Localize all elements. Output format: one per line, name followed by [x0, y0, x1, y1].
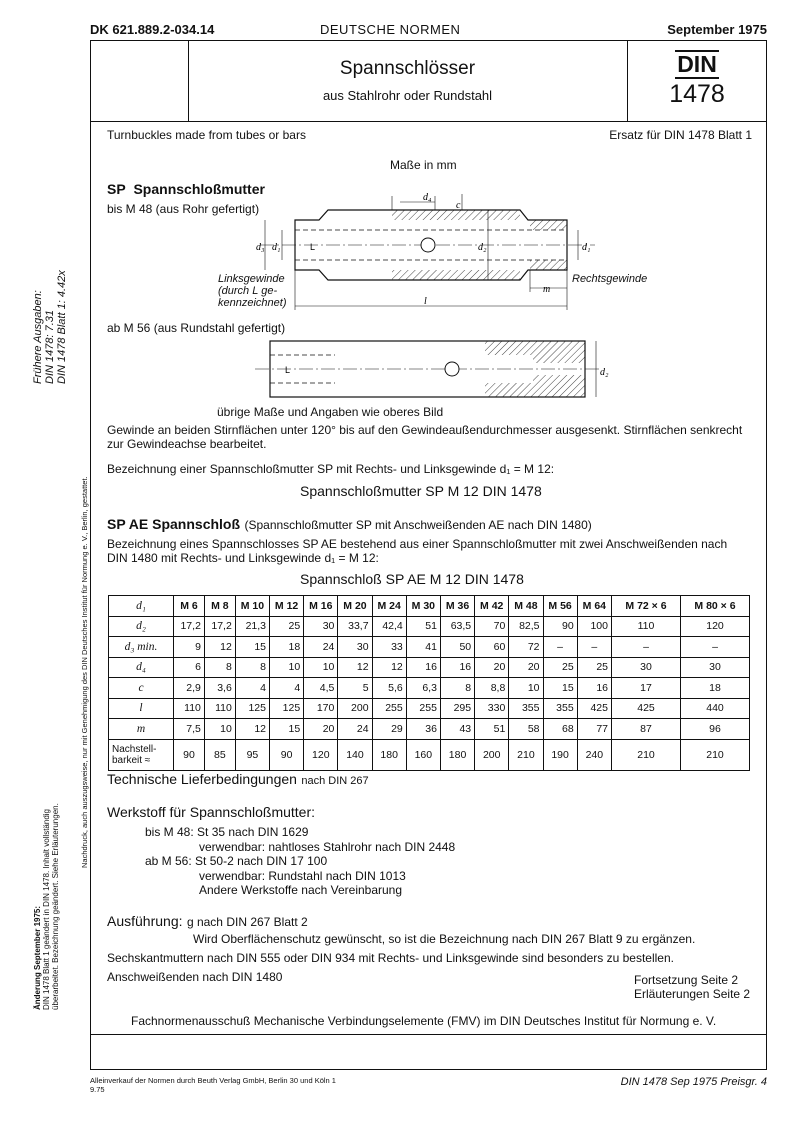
sp-heading: SP Spannschloßmutter — [107, 181, 265, 197]
table-cell: 355 — [543, 698, 577, 719]
row-label: l — [109, 698, 174, 719]
other-dims-note: übrige Maße und Angaben wie oberes Bild — [217, 405, 444, 419]
table-cell: 70 — [475, 616, 509, 637]
ausfuehrung-line1: Wird Oberflächenschutz gewünscht, so ist die Bezeichnung nach DIN 267 Blatt 9 zu ergänzen. — [193, 932, 696, 946]
row-label: m — [109, 719, 174, 740]
table-cell: 295 — [440, 698, 474, 719]
header-center: DEUTSCHE NORMEN — [320, 22, 461, 37]
table-cell: 4,5 — [304, 678, 338, 699]
din-label: DIN — [677, 51, 717, 77]
table-cell: 2,9 — [174, 678, 205, 699]
footer-left: Alleinverkauf der Normen durch Beuth Verlag GmbH, Berlin 30 und Köln 1 9.75 — [90, 1076, 336, 1094]
table-header-label: d₁ — [109, 596, 174, 617]
table-cell: 43 — [440, 719, 474, 740]
side-earlier-editions: Frühere Ausgaben: DIN 1478: 7.31 DIN 1478 Blatt 1: 4.42x — [32, 270, 68, 384]
table-cell: 425 — [612, 698, 681, 719]
table-cell: 51 — [406, 616, 440, 637]
nach-label-line1: Nachstell- — [112, 743, 157, 755]
table-cell: 24 — [304, 637, 338, 658]
table-cell: 51 — [475, 719, 509, 740]
werkstoff-heading: Werkstoff für Spannschloßmutter: — [107, 804, 316, 820]
table-cell: 425 — [577, 698, 611, 719]
table-cell: 12 — [235, 719, 269, 740]
table-cell: 110 — [204, 698, 235, 719]
table-cell: 210 — [612, 739, 681, 770]
table-cell: 440 — [681, 698, 750, 719]
table-cell: 36 — [406, 719, 440, 740]
table-cell: 140 — [338, 739, 372, 770]
table-cell: 17,2 — [204, 616, 235, 637]
table-cell: 18 — [681, 678, 750, 699]
size-header-cell: M 72 × 6 — [612, 596, 681, 617]
size-header-cell: M 8 — [204, 596, 235, 617]
row-label: d₂ — [109, 616, 174, 637]
table-cell: 20 — [304, 719, 338, 740]
table-cell: 240 — [577, 739, 611, 770]
rechts-note: Rechtsgewinde — [572, 273, 648, 285]
table-cell: 3,6 — [204, 678, 235, 699]
dk-number: DK 621.889.2-034.14 — [90, 22, 215, 37]
table-cell: 120 — [304, 739, 338, 770]
bar-cross-hole — [445, 362, 459, 376]
sp-example: Spannschloßmutter SP M 12 DIN 1478 — [300, 483, 542, 499]
table-cell: 6,3 — [406, 678, 440, 699]
size-header-cell: M 16 — [304, 596, 338, 617]
size-header-cell: M 64 — [577, 596, 611, 617]
side-reprint-note: Nachdruck, auch auszugsweise, nur mit Genehmigung des DIN Deutsches Institut für Normung e. V., Berlin, gestattet. — [80, 476, 89, 868]
table-cell: 16 — [406, 657, 440, 678]
table-cell: 110 — [174, 698, 205, 719]
row-label — [109, 739, 174, 770]
size-header-cell: M 30 — [406, 596, 440, 617]
size-header-cell: M 6 — [174, 596, 205, 617]
table-row-nachstellbarkeit — [109, 739, 750, 770]
ausfuehrung-heading: Ausführung: g nach DIN 267 Blatt 2 — [107, 913, 308, 929]
table-cell: 60 — [475, 637, 509, 658]
ausfuehrung-line2: Sechskantmuttern nach DIN 555 oder DIN 934 mit Rechts- und Linksgewinde sind besonders zu bestellen. — [107, 951, 674, 965]
table-cell: 33,7 — [338, 616, 372, 637]
din-number: 1478 — [669, 80, 725, 108]
table-cell: 25 — [543, 657, 577, 678]
table-cell: 210 — [509, 739, 543, 770]
table-cell: 30 — [338, 637, 372, 658]
table-cell: 17,2 — [174, 616, 205, 637]
d3-label: d₃ — [256, 242, 265, 253]
table-cell: 30 — [681, 657, 750, 678]
size-header-cell: M 48 — [509, 596, 543, 617]
d1-label-right: d₁ — [582, 242, 591, 253]
table-cell: 190 — [543, 739, 577, 770]
footer-rule — [90, 1034, 767, 1035]
table-cell: 16 — [440, 657, 474, 678]
bar-thread-hatch-bottom — [533, 375, 585, 383]
page-subtitle: aus Stahlrohr oder Rundstahl — [322, 88, 493, 103]
table-cell: 5,6 — [372, 678, 406, 699]
row-label: c — [109, 678, 174, 699]
table-cell: 63,5 — [440, 616, 474, 637]
table-cell: 4 — [270, 678, 304, 699]
size-header-cell: M 10 — [235, 596, 269, 617]
spae-paragraph: Bezeichnung eines Spannschlosses SP AE bestehend aus einer Spannschloßmutter mit zwei Anschweißenden nach DIN 1480 mit Rechts- und Linksgewinde d₁ = M 12: — [107, 537, 728, 565]
bar-left-thread-mark: L — [285, 365, 291, 375]
table-cell: 29 — [372, 719, 406, 740]
table-cell: 355 — [509, 698, 543, 719]
table-cell: 8 — [440, 678, 474, 699]
table-cell: 5 — [338, 678, 372, 699]
table-cell: 110 — [612, 616, 681, 637]
bar-hatch-top — [485, 341, 585, 355]
table-row — [109, 698, 750, 719]
d2-label: d₂ — [478, 242, 487, 253]
table-cell: 7,5 — [174, 719, 205, 740]
table-cell: 9 — [174, 637, 205, 658]
table-cell: 210 — [681, 739, 750, 770]
table-row — [109, 678, 750, 699]
table-cell: 8,8 — [475, 678, 509, 699]
table-cell: 82,5 — [509, 616, 543, 637]
table-cell: 18 — [270, 637, 304, 658]
side-change-note: Änderung September 1975: DIN 1478 Blatt 1 geändert in DIN 1478. Inhalt vollständig überarbeitet. Bezeichnung geändert. Siehe Erläuterungen. — [33, 803, 60, 1010]
table-cell: 330 — [475, 698, 509, 719]
table-cell: 25 — [270, 616, 304, 637]
table-cell: 200 — [338, 698, 372, 719]
nach-label-line2: barkeit ≈ — [112, 754, 151, 766]
table-cell: 8 — [235, 657, 269, 678]
table-cell: 15 — [270, 719, 304, 740]
tech-heading: Technische Lieferbedingungen nach DIN 267 — [107, 771, 369, 787]
table-cell: 30 — [304, 616, 338, 637]
table-cell: 21,3 — [235, 616, 269, 637]
table-cell: 4 — [235, 678, 269, 699]
table-cell: 77 — [577, 719, 611, 740]
table-cell: 15 — [543, 678, 577, 699]
table-cell: 17 — [612, 678, 681, 699]
table-row — [109, 616, 750, 637]
bar-d2-label: d₂ — [600, 367, 609, 378]
table-cell: 6 — [174, 657, 205, 678]
table-cell: 58 — [509, 719, 543, 740]
table-cell: 50 — [440, 637, 474, 658]
table-cell: 10 — [509, 678, 543, 699]
table-cell: 255 — [406, 698, 440, 719]
table-cell: 200 — [475, 739, 509, 770]
spae-example: Spannschloß SP AE M 12 DIN 1478 — [300, 571, 524, 587]
turnbuckle-bar-drawing — [255, 333, 615, 405]
units-note: Maße in mm — [390, 158, 457, 172]
table-cell: 120 — [681, 616, 750, 637]
thread-hatch-bottom — [530, 260, 567, 270]
table-cell: 24 — [338, 719, 372, 740]
header-date: September 1975 — [667, 22, 767, 37]
title-divider-left — [188, 40, 189, 122]
l-label: l — [424, 296, 427, 307]
m-label: m — [543, 284, 551, 295]
table-cell: 90 — [543, 616, 577, 637]
table-cell: 16 — [577, 678, 611, 699]
table-cell: 85 — [204, 739, 235, 770]
d1-label-left: d₁ — [272, 242, 281, 253]
thread-hatch-top — [530, 220, 567, 230]
table-cell: 15 — [235, 637, 269, 658]
table-row — [109, 637, 750, 658]
d4-label: d₄ — [423, 192, 432, 203]
table-cell: – — [612, 637, 681, 658]
size-header-cell: M 24 — [372, 596, 406, 617]
table-cell: 95 — [235, 739, 269, 770]
size-header-cell: M 56 — [543, 596, 577, 617]
table-cell: 8 — [204, 657, 235, 678]
table-cell: 125 — [235, 698, 269, 719]
table-cell: 90 — [270, 739, 304, 770]
sp-designation-text: Bezeichnung einer Spannschloßmutter SP mit Rechts- und Linksgewinde d₁ = M 12: — [107, 462, 555, 476]
ausfuehrung-line3: Anschweißenden nach DIN 1480 — [107, 970, 283, 984]
table-cell: 170 — [304, 698, 338, 719]
size-header-cell: M 20 — [338, 596, 372, 617]
english-title: Turnbuckles made from tubes or bars — [107, 128, 306, 142]
table-cell: – — [577, 637, 611, 658]
committee-line: Fachnormenausschuß Mechanische Verbindungselemente (FMV) im DIN Deutsches Institut für Normung e. V. — [131, 1014, 717, 1028]
bar-hatch-bottom — [485, 383, 585, 397]
table-cell: 12 — [372, 657, 406, 678]
table-cell: 100 — [577, 616, 611, 637]
table-cell: 160 — [406, 739, 440, 770]
table-cell: – — [681, 637, 750, 658]
row-label: d₃ min. — [109, 637, 174, 658]
table-row — [109, 719, 750, 740]
table-cell: 20 — [509, 657, 543, 678]
table-cell: 255 — [372, 698, 406, 719]
replaces-note: Ersatz für DIN 1478 Blatt 1 — [609, 128, 752, 142]
table-cell: 96 — [681, 719, 750, 740]
c-label: c — [456, 200, 461, 211]
table-cell: 41 — [406, 637, 440, 658]
dimension-table — [108, 595, 750, 771]
bar-thread-hatch-top — [533, 355, 585, 363]
table-cell: 180 — [372, 739, 406, 770]
footer-right: DIN 1478 Sep 1975 Preisgr. 4 — [620, 1076, 767, 1088]
size-header-cell: M 80 × 6 — [681, 596, 750, 617]
table-header-row — [109, 596, 750, 617]
sp-from-text: ab M 56 (aus Rundstahl gefertigt) — [107, 321, 286, 335]
table-cell: 20 — [475, 657, 509, 678]
continuation-note: Fortsetzung Seite 2 Erläuterungen Seite 2 — [634, 973, 751, 1001]
table-cell: 68 — [543, 719, 577, 740]
page-title: Spannschlösser — [339, 58, 476, 79]
table-cell: 42,4 — [372, 616, 406, 637]
table-cell: 25 — [577, 657, 611, 678]
table-cell: 10 — [270, 657, 304, 678]
row-label: d₄ — [109, 657, 174, 678]
cross-hole — [421, 238, 435, 252]
table-cell: 30 — [612, 657, 681, 678]
table-cell: 33 — [372, 637, 406, 658]
title-bottom-rule — [90, 121, 767, 122]
table-row — [109, 657, 750, 678]
left-thread-mark: L — [310, 242, 316, 252]
size-header-cell: M 36 — [440, 596, 474, 617]
gewinde-paragraph: Gewinde an beiden Stirnflächen unter 120° bis auf den Gewindeaußendurchmesser ausgesenkt. Stirnflächen senkrecht zur Gewindeachse bearbeitet. — [107, 423, 743, 451]
table-cell: 72 — [509, 637, 543, 658]
sp-upto-text: bis M 48 (aus Rohr gefertigt) — [107, 202, 260, 216]
table-cell: 12 — [338, 657, 372, 678]
table-cell: 12 — [204, 637, 235, 658]
size-header-cell: M 42 — [475, 596, 509, 617]
wall-hatch-bottom — [392, 270, 520, 280]
table-cell: 90 — [174, 739, 205, 770]
table-cell: 180 — [440, 739, 474, 770]
table-cell: 87 — [612, 719, 681, 740]
werkstoff-list: bis M 48: St 35 nach DIN 1629 verwendbar: nahtloses Stahlrohr nach DIN 2448 ab M 56: St 50-2 nach DIN 17 100 verwendbar: Rundstahl nach DIN 1013 Andere Werkstoffe nach Vereinbarung — [145, 825, 456, 897]
links-note: Linksgewinde (durch L ge- kennzeichnet) — [218, 273, 287, 309]
table-cell: – — [543, 637, 577, 658]
wall-hatch-top — [392, 210, 520, 220]
table-cell: 10 — [304, 657, 338, 678]
table-cell: 125 — [270, 698, 304, 719]
spae-heading: SP AE Spannschloß (Spannschloßmutter SP mit Anschweißenden AE nach DIN 1480) — [107, 516, 592, 532]
table-cell: 10 — [204, 719, 235, 740]
size-header-cell: M 12 — [270, 596, 304, 617]
